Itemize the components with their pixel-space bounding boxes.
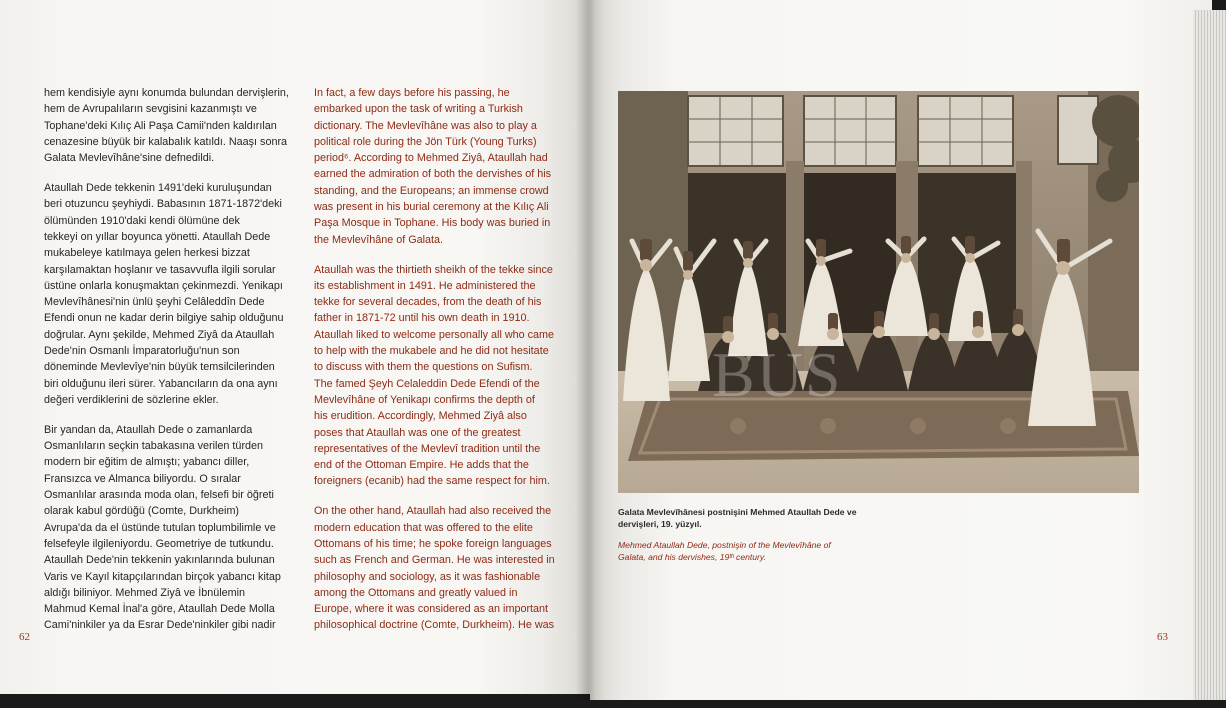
text-line: Ataullah liked to welcome personally all who came (314, 328, 555, 341)
text-line: Mevlevîhâne of Yenikapı confirms the depth of (314, 393, 535, 406)
text-line: philosophy and sociology, as it was fashionable (314, 570, 541, 583)
text-line: cenazesine büyük bir kalabalık katıldı. Naaşı sonra (44, 135, 288, 148)
text-line: such as French and German. He was interested in (314, 554, 555, 567)
text-line: his erudition. Accordingly, Mehmed Ziyâ also (314, 410, 527, 423)
text-line: among the Ottomans and greatly valued in (314, 586, 518, 599)
text-line: tekkeyi on yıllar boyunca yönetti. Ataullah Dede (44, 230, 271, 243)
text-line: karşılamaktan hoşlanır ve tasavvufla ilgili sorular (44, 263, 276, 276)
text-line: biri olduğunu ileri sürer. Yabancıların da ona aynı (44, 377, 278, 390)
text-line: political role during the Jön Türk (Young Turks) (314, 135, 537, 148)
photograph-illustration (618, 91, 1139, 493)
caption-line: Galata, and his dervishes, 19ᵗʰ century. (618, 551, 766, 562)
paragraph (44, 180, 306, 408)
text-line: döneminde Mevlevîye'nin büyük temsilcilerinden (44, 361, 275, 374)
text-line: Mahmud Kemal İnal'a göre, Ataullah Dede Molla (44, 603, 275, 616)
text-line: its establishment in 1491. He administered the (314, 279, 536, 292)
text-line: modern education that was offered to the elite (314, 521, 533, 534)
text-line: Efendi onun ne kadar derin bilgiye sahip olduğunu (44, 312, 284, 325)
text-line: Osmanlılar arasında moda olan, felsefi bir öğreti (44, 489, 274, 502)
caption-line: Mehmed Ataullah Dede, postnişin of the Mevlevîhâne of (618, 540, 831, 550)
text-line: Dede'nin Osmanlı İmparatorluğu'nun son (44, 345, 240, 358)
text-line: Europe, where it was considered as an important (314, 603, 549, 616)
caption-line: dervişleri, 19. yüzyıl. (618, 518, 702, 529)
text-line: to discuss with them the questions on Sufism. (314, 361, 533, 374)
photo-caption-turkish (618, 507, 918, 530)
paragraph (44, 422, 306, 634)
paragraph (314, 262, 576, 490)
text-line: mukabeleye katılmaya gelen herkesi bizzat (44, 247, 250, 260)
text-line: On the other hand, Ataullah had also received the (314, 505, 552, 518)
text-line: Cami'ninkiler ya da Esrar Dede'ninkiler gibi nadir (44, 619, 276, 632)
text-line: embarked upon the task of writing a Turkish (314, 103, 523, 116)
text-line: hem kendisiyle aynı konumda bulundan dervişlerin, (44, 87, 289, 99)
text-line: The famed Şeyh Celaleddin Dede Efendi of the (314, 377, 540, 390)
historical-photograph (618, 91, 1139, 493)
text-line: Ottomans of his time; he spoke foreign languages (314, 537, 552, 550)
watermark-text: BUS (712, 339, 843, 410)
text-line: Mevlevîhânesi'nin ünlü şeyhi Celâleddîn Dede (44, 296, 265, 309)
text-line: felsefeyle ilgileniyordu. Geometriye de tutkundu. (44, 537, 274, 550)
text-line: dictionary. The Mevlevîhâne was also to play a (314, 119, 537, 132)
text-line: representatives of the Mevlevî tradition until the (314, 442, 541, 455)
paragraph (314, 503, 576, 633)
text-line: aldığı biliniyor. Mehmed Ziyâ ve İbnülemin (44, 586, 246, 599)
text-line: tekke for several decades, from the death of his (314, 296, 542, 309)
text-line: to help with the mukabele and he did not hesitate (314, 345, 549, 358)
text-line: Osmanlıların seçkin tabakasına verilen türden (44, 440, 264, 453)
text-line: hem de Avrupalıların sevgisini kazanmıştı ve (44, 103, 257, 116)
english-text-column (314, 85, 576, 647)
text-line: end of the Ottoman Empire. He adds that the (314, 459, 529, 472)
text-line: Avrupa'da da el üstünde tutulan toplumbilimle ve (44, 521, 276, 534)
text-line: the Mevlevîhâne of Galata. (314, 233, 444, 246)
text-line: Ataullah Dede tekkenin 1491'deki kuruluşundan (44, 182, 272, 195)
text-line: Varis ve Kayıl kitapçılarından birçok yabancı kitap (44, 570, 281, 583)
page-number-left: 62 (19, 631, 30, 643)
caption-line: Galata Mevlevîhânesi postnişini Mehmed Ataullah Dede ve (618, 507, 857, 517)
text-line: Fransızca ve Almanca biliyordu. O sıralar (44, 472, 241, 485)
text-line: philosophical doctrine (Comte, Durkheim). He was (314, 619, 555, 632)
text-line: ölümünden 1910'daki kendi ölümüne dek (44, 214, 240, 227)
text-line: period⁶. According to Mehmed Ziyâ, Ataullah had (314, 152, 548, 165)
paragraph (44, 85, 306, 166)
text-line: father in 1871-72 until his own death in 1910. (314, 312, 530, 325)
text-line: değeri verdiklerini de sözlerine ekler. (44, 393, 219, 406)
text-line: In fact, a few days before his passing, he (314, 87, 510, 99)
paragraph (314, 85, 576, 248)
turkish-text-column (44, 85, 306, 647)
text-line: Ataullah Dede'nin tekkenin yakınlarında bulunan (44, 554, 275, 567)
text-line: standing, and the Europeans; an immense crowd (314, 184, 549, 197)
text-line: modern bir eğitim de almıştı; yabancı diller, (44, 456, 250, 469)
text-line: üstüne onlarla konuşmaktan çekinmezdi. Yenikapı (44, 279, 283, 292)
text-line: earned the admiration of both the dervishes of his (314, 168, 552, 181)
text-line: olarak kabul gördüğü (Comte, Durkheim) (44, 505, 240, 518)
page-number-right: 63 (1157, 631, 1168, 643)
text-line: beri otuzuncu şeyhiydi. Babasının 1871-1872'deki (44, 198, 282, 211)
text-line: was present in his burial ceremony at the Kılıç Ali (314, 201, 549, 214)
text-line: doğrular. Aynı şekilde, Mehmed Ziyâ da Ataullah (44, 328, 275, 341)
text-line: foreigners (ecanib) had the same respect for him. (314, 475, 550, 488)
text-line: Galata Mevlevîhâne'sine defnedildi. (44, 152, 215, 165)
text-line: Ataullah was the thirtieth sheikh of the tekke since (314, 263, 553, 276)
photo-caption-english (618, 540, 918, 563)
text-line: Bir yandan da, Ataullah Dede o zamanlarda (44, 423, 253, 436)
text-line: Tophane'deki Kılıç Ali Paşa Camii'nden kaldırılan (44, 119, 277, 132)
text-line: Paşa Mosque in Tophane. His body was buried in (314, 217, 551, 230)
book-gutter (575, 0, 605, 700)
text-line: poses that Ataullah was one of the greatest (314, 426, 521, 439)
page-edges (1193, 10, 1226, 700)
